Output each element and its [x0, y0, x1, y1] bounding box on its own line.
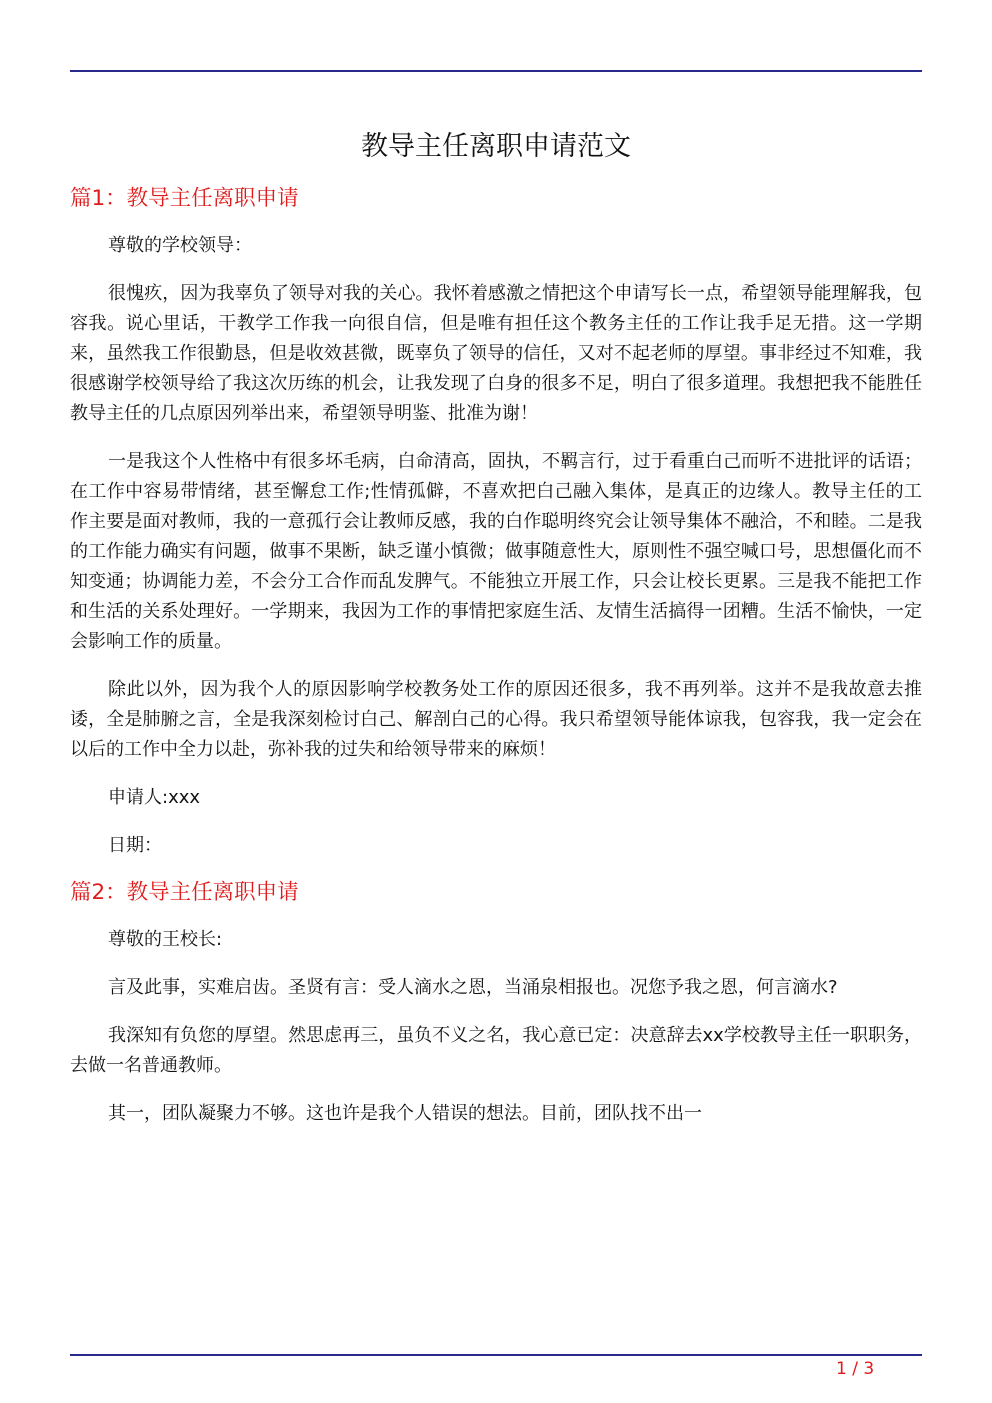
applicant-line: 申请人:xxx — [108, 787, 201, 808]
section-1-heading: 篇1：教导主任离职申请 — [70, 186, 299, 211]
page-indicator: 1 / 3 — [836, 1359, 875, 1379]
section-2-heading: 篇2：教导主任离职申请 — [70, 880, 299, 905]
date-line: 日期： — [108, 835, 162, 856]
paragraph: 我深知有负您的厚望。然思虑再三，虽负不义之名，我心意已定：决意辞去xx学校教导主任一职职务，去做一名普通教师。 — [70, 1025, 922, 1076]
paragraph: 其一，团队凝聚力不够。这也许是我个人错误的想法。目前，团队找不出一 — [108, 1103, 702, 1124]
paragraph: 言及此事，实难启齿。圣贤有言：受人滴水之恩，当涌泉相报也。况您予我之恩，何言滴水? — [108, 977, 838, 998]
document-body — [70, 125, 922, 1129]
paragraph: 除此以外，因为我个人的原因影响学校教务处工作的原因还很多，我不再列举。这并不是我故意去推诿，全是肺腑之言，全是我深刻检讨白己、解剖白己的心得。我只希望领导能体谅我，包容我，我一定会在以后的工作中全力以赴，弥补我的过失和给领导带来的麻烦！ — [70, 679, 922, 760]
header-rule — [70, 70, 922, 72]
salutation: 尊敬的学校领导： — [108, 235, 252, 256]
document-title: 教导主任离职申请范文 — [361, 131, 631, 162]
salutation: 尊敬的王校长: — [108, 929, 223, 950]
paragraph: 很愧疚，因为我辜负了领导对我的关心。我怀着感激之情把这个申请写长一点，希望领导能理解我，包容我。说心里话，干教学工作我一向很自信，但是唯有担任这个教务主任的工作让我手足无措。这一学期来，虽然我工作很勤恳，但是收效甚微，既辜负了领导的信任，又对不起老师的厚望。事非经过不知难，我很感谢学校领导给了我这次历练的机会，让我发现了白身的很多不足，明白了很多道理。我想把我不能胜任教导主任的几点原因列举出来，希望领导明鉴、批准为谢！ — [70, 283, 922, 424]
paragraph: 一是我这个人性格中有很多坏毛病，白命清高，固执，不羁言行，过于看重白己而听不进批评的话语；在工作中容易带情绪，甚至懈怠工作;性情孤僻，不喜欢把白己融入集体，是真正的边缘人。教导主任的工作主要是面对教师，我的一意孤行会让教师反感，我的白作聪明终究会让领导集体不融洽，不和睦。二是我的工作能力确实有问题，做事不果断，缺乏谨小慎微；做事随意性大，原则性不强空喊口号，思想僵化而不知变通；协调能力差，不会分工合作而乱发脾气。不能独立开展工作，只会让校长更累。三是我不能把工作和生活的关系处理好。一学期来，我因为工作的事情把家庭生活、友情生活搞得一团糟。生活不愉快，一定会影响工作的质量。 — [70, 451, 922, 652]
footer-rule — [70, 1354, 922, 1356]
